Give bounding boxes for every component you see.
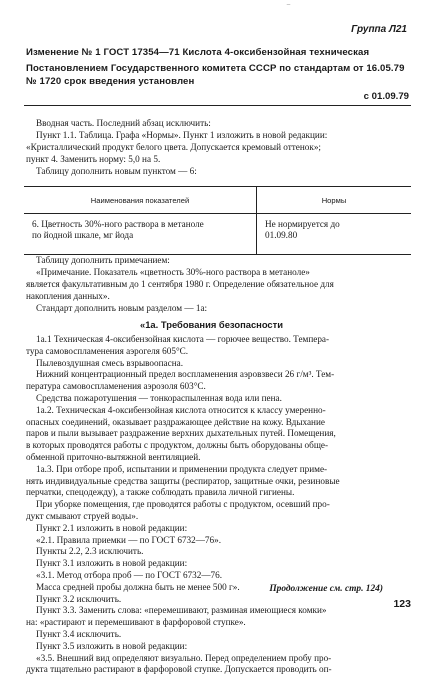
text-line: Пункт 3.2 исключить. (36, 593, 122, 604)
column-header-norms: Нормы (257, 187, 412, 214)
text-line: Пункт 3.3. Заменить слова: «перемешивают, разминая имеющиеся комки» (36, 605, 327, 616)
text-line: 1а.2. Техническая 4-оксибензойная кислота относится к классу умеренно- (36, 404, 326, 415)
indicator-cell (24, 214, 257, 255)
corner-mark: ‾ (287, 4, 290, 14)
text-line: 1а.1 Техническая 4-оксибензойная кислота — горючее вещество. Темпера- (36, 334, 330, 344)
cell-line: Не нормируется до (265, 219, 340, 229)
decree-line: № 1720 срок введения установлен (26, 76, 195, 87)
norm-cell (257, 214, 412, 255)
cell-line: 6. Цветность 30%-ного раствора в метаноле (32, 219, 204, 229)
continued-note: Продолжение см. стр. 124) (269, 584, 383, 594)
text-line: опасных соединений, оказывает раздражающее действие на кожу. Вдыхание (26, 416, 325, 427)
text-line: Масса средней пробы должна быть не менее 500 г». (36, 581, 240, 592)
indicators-table (24, 186, 411, 255)
effective-date: с 01.09.79 (363, 91, 409, 102)
text-line: «3.1. Метод отбора проб — по ГОСТ 6732—76. (36, 570, 222, 580)
table-row (24, 214, 411, 255)
text-line: нять индивидуальные средства защиты (респиратор, защитные очки, резиновые (26, 475, 340, 486)
text-line: Средства пожаротушения — тонкораспыленная вода или пена. (36, 393, 282, 403)
text-line: Пункт 3.1 изложить в новой редакции: (36, 558, 188, 569)
page-number: 123 (393, 598, 411, 610)
text-line: дукта тщательно растирают в фарфоровой ступке. Допускается проводить оп- (26, 664, 332, 674)
text-line: дукт смывают струей воды». (26, 511, 139, 521)
text-line: тура самовоспламенения аэрогеля 605°С. (26, 345, 189, 356)
text-line: Пункт 3.5 изложить в новой редакции: (36, 640, 188, 651)
text-line: Пункт 3.4 исключить. (36, 629, 122, 639)
section-heading: «1а. Требования безопасности (140, 319, 283, 330)
text-line: паров и пыли вызывает раздражение верхних дыхательных путей. Помещения, (26, 428, 336, 439)
text-line: Нижний концентрационный предел воспламенения аэровзвеси 26 г/м³. Тем- (36, 369, 335, 380)
text-line: Пункт 2.1 изложить в новой редакции: (36, 522, 188, 533)
group-code: Группа Л21 (351, 24, 407, 35)
cell-line: 01.09.80 (265, 230, 298, 240)
text-line: 1а.3. При отборе проб, испытании и применении продукта следует приме- (36, 463, 328, 474)
column-header-indicator: Наименования показателей (24, 187, 257, 214)
amendment-title: Изменение № 1 ГОСТ 17354—71 Кислота 4-оксибензойная техническая (26, 47, 370, 58)
cell-line: по йодной шкале, мг йода (32, 230, 134, 240)
text-line: является факультативным до 1 сентября 1980 г. Определение обязательное для (26, 279, 334, 289)
text-line: Стандарт дополнить новым разделом — 1а: (36, 303, 208, 313)
text-line: пункт 4. Заменить норму: 5,0 на 5. (26, 154, 161, 164)
text-line: Таблицу дополнить новым пунктом — 6: (36, 166, 197, 176)
text-line: «3.5. Внешний вид определяют визуально. Перед определением пробу про- (36, 652, 332, 663)
text-line: в которых проводятся работы с продуктом, должны быть оборудованы обще- (26, 440, 329, 451)
header-divider (24, 105, 411, 106)
text-line: «2.1. Правила приемки — по ГОСТ 6732—76». (36, 534, 221, 545)
text-line: на: «растирают и перемешивают в фарфоровой ступке». (26, 617, 246, 628)
text-line: «Кристаллический продукт белого цвета. Допускается кремовый оттенок»; (26, 142, 321, 152)
text-line: «Примечание. Показатель «цветность 30%-ного раствора в метаноле» (36, 267, 310, 277)
text-line: Пылевоздушная смесь взрывоопасна. (36, 357, 183, 368)
text-line: Таблицу дополнить примечанием: (36, 255, 170, 265)
text-line: накопления данных». (26, 291, 110, 301)
text-line: Пункты 2.2, 2.3 исключить. (36, 546, 144, 557)
decree-line: Постановлением Государственного комитета СССР по стандартам от 16.05.79 (26, 63, 405, 74)
text-line: Вводная часть. Последний абзац исключить: (36, 118, 211, 128)
text-line: пература самовоспламенения аэрозоля 603°С. (26, 381, 206, 392)
text-line: При уборке помещения, где проводятся работы с продуктом, осевший про- (36, 499, 330, 510)
text-line: перчатки, спецодежду), а также соблюдать правила личной гигиены. (26, 487, 295, 498)
text-line: обменной приточно-вытяжной вентиляцией. (26, 452, 201, 462)
text-line: Пункт 1.1. Таблица. Графа «Нормы». Пункт 1 изложить в новой редакции: (36, 130, 328, 140)
